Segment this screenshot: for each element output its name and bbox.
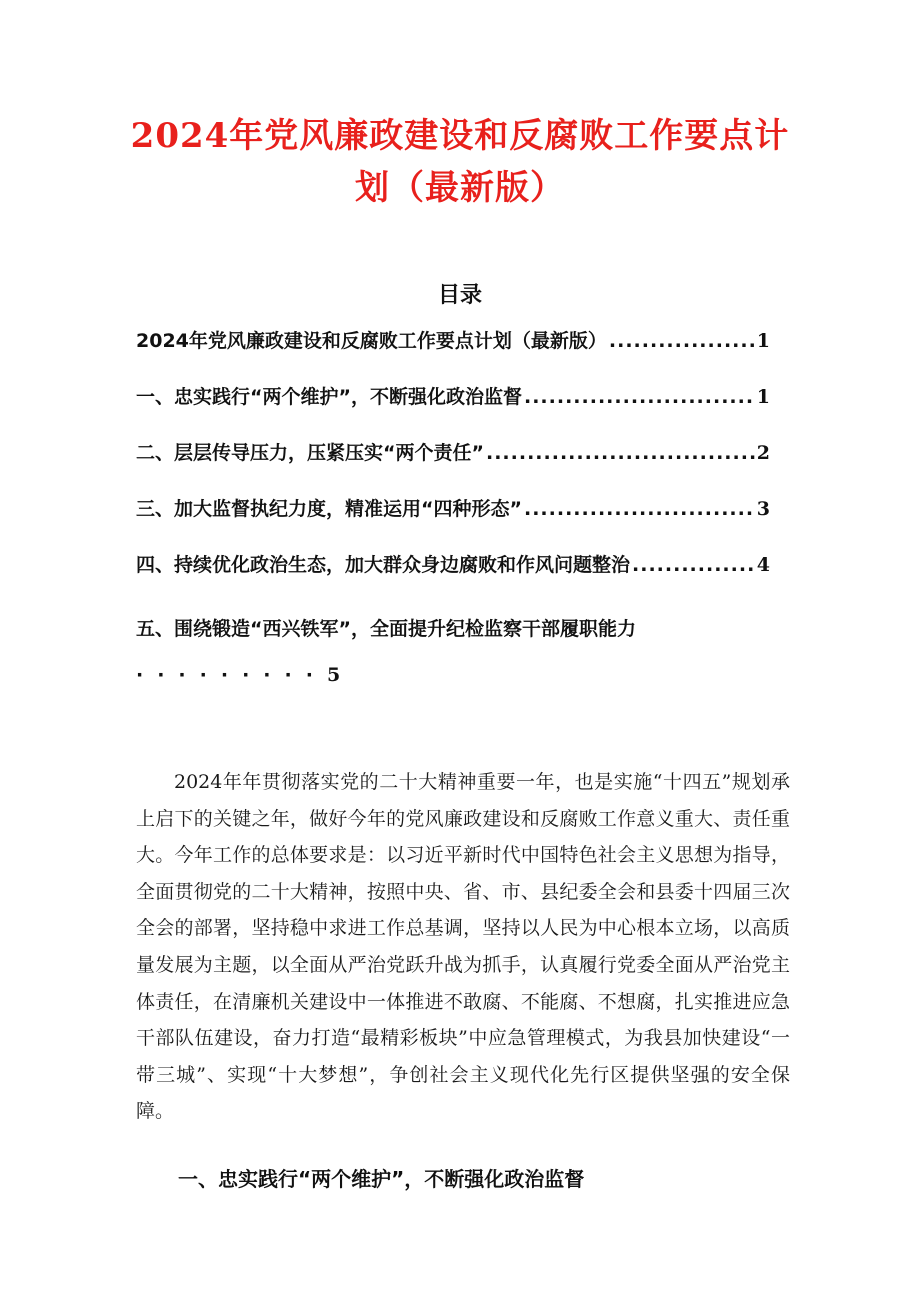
toc-page-number: 5	[326, 664, 341, 686]
toc-entry-text: 四、持续优化政治生态，加大群众身边腐败和作风问题整治	[136, 554, 631, 576]
toc-entry[interactable]	[136, 382, 770, 438]
toc-entry-text: 2024年党风廉政建设和反腐败工作要点计划（最新版）	[136, 330, 607, 352]
toc-entry[interactable]	[136, 550, 770, 606]
table-of-contents	[136, 326, 770, 698]
toc-page-number: 2	[756, 442, 770, 464]
toc-leader-dots	[524, 498, 755, 520]
toc-entry[interactable]	[136, 438, 770, 494]
toc-entry-text: 一、忠实践行“两个维护”，不断强化政治监督	[136, 386, 522, 408]
toc-page-number: 4	[756, 554, 770, 576]
toc-entry[interactable]	[136, 606, 770, 698]
toc-page-number: 1	[756, 330, 770, 352]
intro-paragraph: 2024年年贯彻落实党的二十大精神重要一年，也是实施“十四五”规划承上启下的关键之年，做好今年的党风廉政建设和反腐败工作意义重大、责任重大。今年工作的总体要求是：以习近平新时代中国特色社会主义思想为指导，全面贯彻党的二十大精神，按照中央、省、市、县纪委全会和县委十四届三次全会的部署，坚持稳中求进工作总基调，坚持以人民为中心根本立场，以高质量发展为主题，以全面从严治党跃升战为抓手，认真履行党委全面从严治党主体责任，在清廉机关建设中一体推进不敢腐、不能腐、不想腐，扎实推进应急干部队伍建设，奋力打造“最精彩板块”中应急管理模式，为我县加快建设“一带三城”、实现“十大梦想”，争创社会主义现代化先行区提供坚强的安全保障。	[136, 771, 790, 1123]
toc-leader-dots	[609, 330, 755, 352]
document-title: 2024年党风廉政建设和反腐败工作要点计划（最新版）	[130, 116, 790, 208]
toc-leader-dots	[524, 386, 755, 408]
toc-page-number: 3	[756, 498, 770, 520]
section-heading: 一、忠实践行“两个维护”，不断强化政治监督	[178, 1167, 585, 1191]
toc-entry[interactable]	[136, 494, 770, 550]
toc-entry-text: 二、层层传导压力，压紧压实“两个责任”	[136, 442, 484, 464]
toc-heading: 目录	[437, 283, 482, 308]
toc-entry[interactable]	[136, 326, 770, 382]
toc-leader-dots: ·········	[136, 664, 327, 686]
toc-page-number: 1	[756, 386, 770, 408]
toc-leader-dots	[632, 554, 755, 576]
toc-entry-text: 三、加大监督执纪力度，精准运用“四种形态”	[136, 498, 522, 520]
toc-entry-text: 五、围绕锻造“西兴铁军”，全面提升纪检监察干部履职能力	[136, 618, 636, 640]
toc-leader-dots	[486, 442, 755, 464]
